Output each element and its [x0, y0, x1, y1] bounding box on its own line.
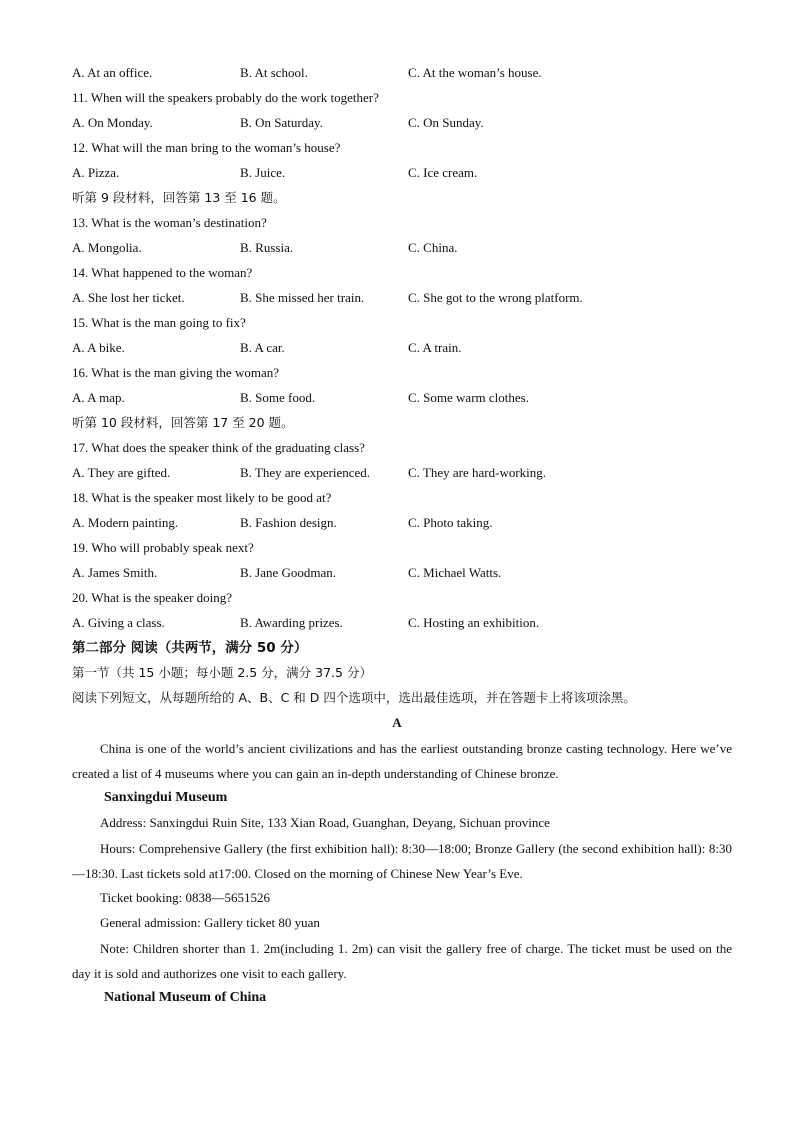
q15-option-c[interactable]: C. A train.	[408, 340, 462, 355]
q10-option-b[interactable]: B. At school.	[240, 65, 308, 80]
question-17: 17. What does the speaker think of the graduating class?	[72, 440, 365, 455]
museum1-admission: General admission: Gallery ticket 80 yuan	[100, 915, 320, 930]
instruction-part9: 听第 9 段材料，回答第 13 至 16 题。	[72, 190, 286, 205]
museum1-address: Address: Sanxingdui Ruin Site, 133 Xian Road, Guanghan, Deyang, Sichuan province	[100, 815, 550, 830]
q14-option-b[interactable]: B. She missed her train.	[240, 290, 365, 305]
question-16: 16. What is the man giving the woman?	[72, 365, 279, 380]
q11-option-c[interactable]: C. On Sunday.	[408, 115, 484, 130]
q13-option-a[interactable]: A. Mongolia.	[72, 240, 142, 255]
q17-option-a[interactable]: A. They are gifted.	[72, 465, 171, 480]
q18-option-a[interactable]: A. Modern painting.	[72, 515, 179, 530]
q20-option-b[interactable]: B. Awarding prizes.	[240, 615, 343, 630]
q16-option-c[interactable]: C. Some warm clothes.	[408, 390, 529, 405]
q19-option-b[interactable]: B. Jane Goodman.	[240, 565, 337, 580]
q12-option-a[interactable]: A. Pizza.	[72, 165, 120, 180]
section2-title: 第二部分 阅读（共两节，满分 50 分）	[72, 640, 308, 656]
section2-subtitle: 第一节（共 15 小题；每小题 2.5 分，满分 37.5 分）	[72, 665, 372, 680]
museum2-name: National Museum of China	[104, 990, 267, 1005]
q19-option-a[interactable]: A. James Smith.	[72, 565, 158, 580]
question-11: 11. When will the speakers probably do the work together?	[72, 90, 379, 105]
museum1-hours: Hours: Comprehensive Gallery (the first exhibition hall): 8:30—18:00; Bronze Gallery (the second exhibition hall): 8:30—18:30. Last tickets sold at17:00. Closed on the morning of Chinese New Year’s Eve.	[72, 841, 732, 881]
museum1-name: Sanxingdui Museum	[104, 790, 228, 805]
q20-option-c[interactable]: C. Hosting an exhibition.	[408, 615, 540, 630]
question-18: 18. What is the speaker most likely to be good at?	[72, 490, 332, 505]
question-14: 14. What happened to the woman?	[72, 265, 253, 280]
q11-option-b[interactable]: B. On Saturday.	[240, 115, 323, 130]
question-13: 13. What is the woman’s destination?	[72, 215, 267, 230]
q14-option-a[interactable]: A. She lost her ticket.	[72, 290, 185, 305]
q11-option-a[interactable]: A. On Monday.	[72, 115, 153, 130]
passage-label: A	[392, 715, 402, 730]
q14-option-c[interactable]: C. She got to the wrong platform.	[408, 290, 583, 305]
q13-option-b[interactable]: B. Russia.	[240, 240, 294, 255]
q10-option-c[interactable]: C. At the woman’s house.	[408, 65, 542, 80]
q16-option-a[interactable]: A. A map.	[72, 390, 125, 405]
q10-option-a[interactable]: A. At an office.	[72, 65, 153, 80]
question-12: 12. What will the man bring to the woman’s house?	[72, 140, 341, 155]
museum1-note: Note: Children shorter than 1. 2m(including 1. 2m) can visit the gallery free of charge. The ticket must be used on the day it is sold and authorizes one visit to each gallery.	[72, 941, 732, 981]
q18-option-b[interactable]: B. Fashion design.	[240, 515, 337, 530]
q16-option-b[interactable]: B. Some food.	[240, 390, 316, 405]
q17-option-b[interactable]: B. They are experienced.	[240, 465, 371, 480]
q20-option-a[interactable]: A. Giving a class.	[72, 615, 165, 630]
q19-option-c[interactable]: C. Michael Watts.	[408, 565, 502, 580]
q17-option-c[interactable]: C. They are hard-working.	[408, 465, 547, 480]
q12-option-c[interactable]: C. Ice cream.	[408, 165, 478, 180]
passage-intro: China is one of the world’s ancient civilizations and has the earliest outstanding bronze casting technology. Here we’ve created a list of 4 museums where you can gain an in-depth understanding of Chinese bronze.	[72, 741, 732, 781]
q12-option-b[interactable]: B. Juice.	[240, 165, 286, 180]
section2-instruction: 阅读下列短文，从每题所给的 A、B、C 和 D 四个选项中，选出最佳选项，并在答题卡上将该项涂黑。	[72, 690, 636, 705]
q13-option-c[interactable]: C. China.	[408, 240, 458, 255]
question-19: 19. Who will probably speak next?	[72, 540, 254, 555]
instruction-part10: 听第 10 段材料，回答第 17 至 20 题。	[72, 415, 294, 430]
q15-option-a[interactable]: A. A bike.	[72, 340, 125, 355]
museum1-ticket: Ticket booking: 0838—5651526	[100, 890, 270, 905]
question-20: 20. What is the speaker doing?	[72, 590, 233, 605]
q18-option-c[interactable]: C. Photo taking.	[408, 515, 493, 530]
q15-option-b[interactable]: B. A car.	[240, 340, 285, 355]
question-15: 15. What is the man going to fix?	[72, 315, 246, 330]
